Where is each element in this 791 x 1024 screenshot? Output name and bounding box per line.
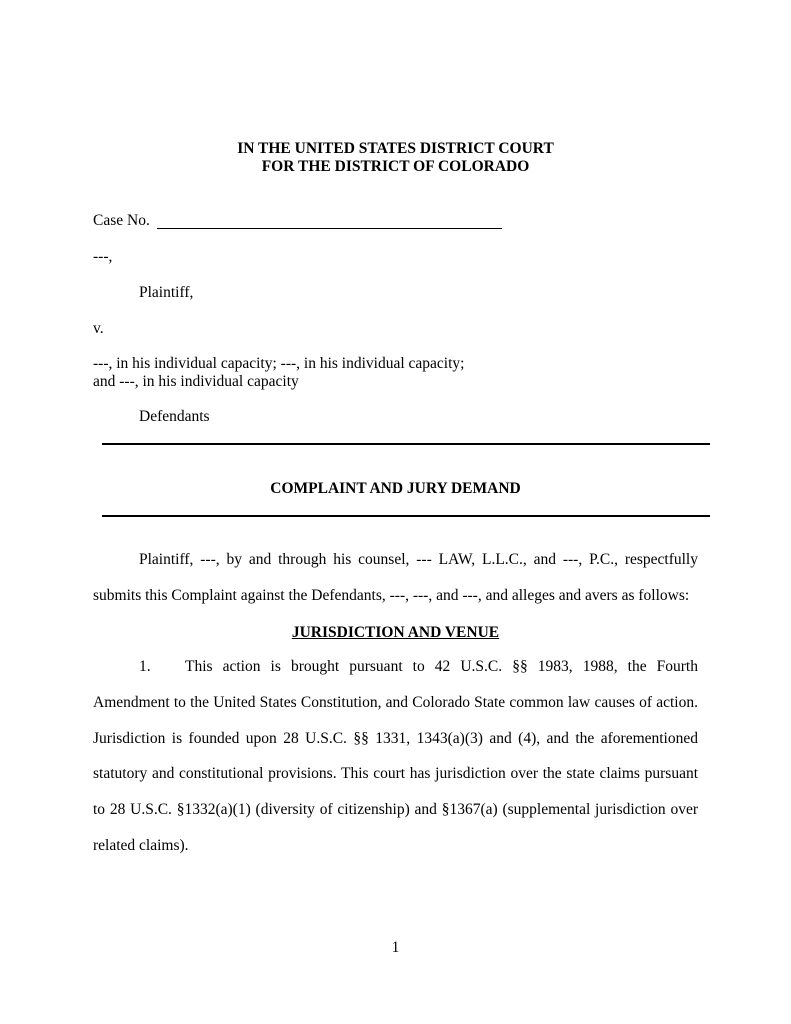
title-divider-bottom [102,515,710,517]
document-title: COMPLAINT AND JURY DEMAND [270,480,521,497]
page-number: 1 [391,939,400,956]
court-district-line: FOR THE DISTRICT OF COLORADO [261,158,530,175]
section-heading: JURISDICTION AND VENUE [291,624,500,641]
title-divider-top [102,443,710,445]
paragraph-text: This action is brought pursuant to 42 U.S.C. §§ 1983, 1988, the Fourth Amendment to the United States Constitution, and Colorado State common law causes of action. Jurisdiction is founded upon 28 U.S.C. §§ 1331, 1343(a)(3) and (4), and the aforementioned statutory and constitutional provisions. This court has jurisdiction over the state claims pursuant to 28 U.S.C. §1332(a)(1) (diversity of citizenship) and §1367(a) (supplemental jurisdiction over related claims). [93,658,698,854]
case-number-blank [157,228,502,229]
court-name-line: IN THE UNITED STATES DISTRICT COURT [237,140,554,157]
numbered-paragraph [93,649,698,864]
defendants-names-line2: and ---, in his individual capacity [93,373,299,390]
plaintiff-label: Plaintiff, [139,284,194,301]
defendants-names-line1: ---, in his individual capacity; ---, in his individual capacity; [93,355,465,372]
case-number-label: Case No. [93,212,150,229]
plaintiff-name: ---, [93,248,113,265]
intro-paragraph: Plaintiff, ---, by and through his counsel, --- LAW, L.L.C., and ---, P.C., respectfully submits this Complaint against the Defendants, ---, ---, and ---, and alleges and avers as follows: [93,551,698,604]
paragraph-number: 1. [139,658,151,675]
defendants-label: Defendants [139,408,210,425]
versus-label: v. [93,320,104,337]
